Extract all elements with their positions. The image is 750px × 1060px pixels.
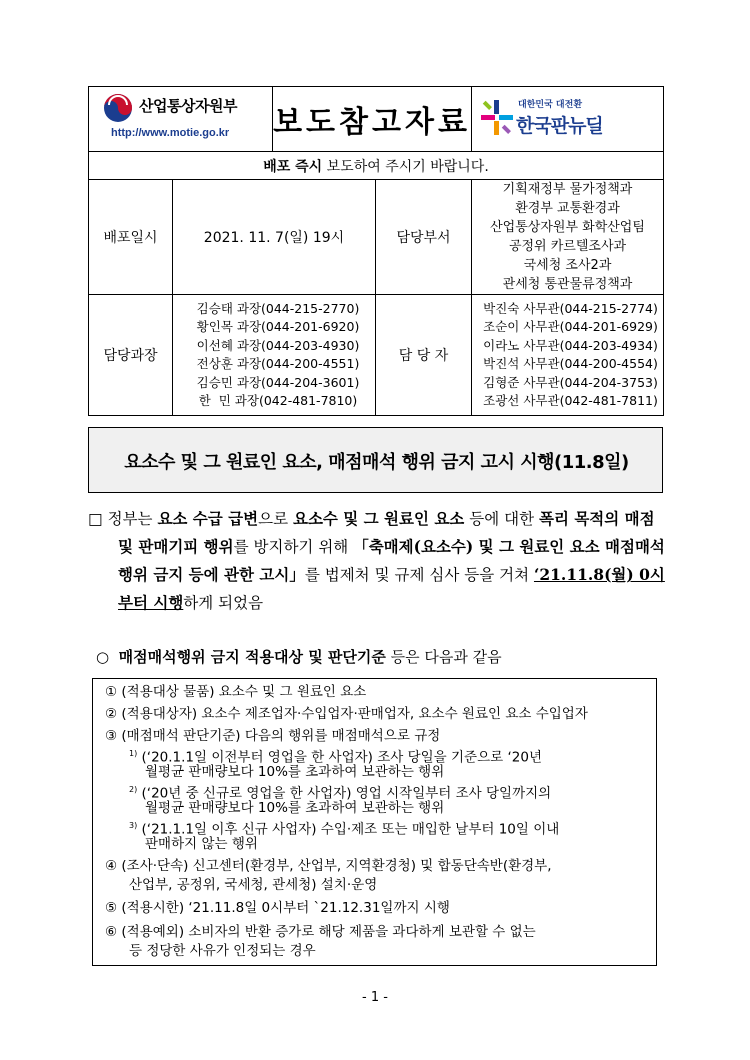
staff-item: 조광선 사무관(042-481-7811) — [483, 393, 658, 408]
manager-item: 이선혜 과장(044-203-4930) — [196, 337, 360, 353]
date-value: 2021. 11. 7(일) 19시 — [173, 180, 376, 295]
criteria-subitem-cont: 판매하지 않는 행위 — [145, 836, 258, 852]
criteria-item-cont: 등 정당한 사유가 인정되는 경우 — [129, 943, 316, 959]
dept-item: 관세청 통관물류정책과 — [502, 277, 633, 292]
criteria-box — [92, 678, 657, 966]
manager-item: 전상훈 과장(044-200-4551) — [196, 356, 360, 371]
para-bold: 폭리 목적의 매점 및 판매기피 행위 — [118, 509, 655, 556]
ministry-name: 산업통상자원부 — [139, 97, 237, 115]
headline-box — [88, 427, 663, 493]
staff-list — [472, 295, 664, 416]
managers-list — [173, 295, 376, 416]
subitem-number: 1) — [129, 749, 138, 758]
criteria-item: ① (적용대상 물품) 요소수 및 그 원료인 요소 — [105, 684, 367, 700]
subitem-number: 3) — [129, 821, 138, 830]
dept-item: 공정위 카르텔조사과 — [508, 239, 627, 254]
dept-list — [472, 180, 664, 295]
managers-label: 담당과장 — [89, 295, 173, 416]
ministry-url[interactable]: http://www.motie.go.kr — [111, 127, 230, 139]
release-note — [89, 152, 664, 180]
dept-item: 국세청 조사2과 — [523, 258, 612, 273]
criteria-item-cont: 산업부, 공정위, 국세청, 관세청) 설치·운영 — [129, 877, 378, 893]
para-bold: 요소 수급 급변 — [157, 509, 259, 528]
criteria-item: ③ (매점매석 판단기준) 다음의 행위를 매점매석으로 규정 — [105, 728, 441, 744]
para-bold-date: ‘21.11.8(월) 0시부터 시행 — [118, 565, 665, 612]
release-immediate: 배포 즉시 — [263, 158, 323, 175]
criteria-subitem-cont: 월평균 판매량보다 10%를 초과하여 보관하는 행위 — [145, 800, 445, 816]
square-bullet-icon: □ — [88, 510, 103, 528]
staff-item: 박진석 사무관(044-200-4554) — [483, 356, 658, 371]
brand-slogan: 대한민국 대전환 — [518, 100, 583, 110]
ministry-logo-cell — [89, 87, 273, 152]
dept-item: 산업통상자원부 화학산업팀 — [490, 220, 645, 235]
staff-item: 이라노 사무관(044-203-4934) — [483, 337, 658, 353]
subitem-text: (‘21.1.1일 이후 신규 사업자) 수입·제조 또는 매입한 날부터 10일 이내 — [141, 821, 560, 838]
subitem-text: (‘20.1.1일 이전부터 영업을 한 사업자) 조사 당일을 기준으로 ‘20년 — [141, 749, 542, 766]
taegeuk-logo-icon — [103, 93, 133, 123]
criteria-item: ⑤ (적용시한) ‘21.11.8일 0시부터 `21.12.31일까지 시행 — [105, 900, 450, 916]
date-label: 배포일시 — [89, 180, 173, 295]
para-text: 정부는 — [107, 510, 158, 528]
subitem-text: (‘20년 중 신규로 영업을 한 사업자) 영업 시작일부터 조사 당일까지의 — [141, 785, 552, 802]
staff-item: 조순이 사무관(044-201-6929) — [483, 319, 658, 334]
subitem-number: 2) — [129, 785, 138, 794]
para-text: 등에 대한 — [464, 510, 539, 528]
release-rest: 보도하여 주시기 바랍니다. — [322, 158, 489, 175]
criteria-item: ② (적용대상자) 요소수 제조업자·수입업자·판매업자, 요소수 원료인 요소 수입업자 — [105, 706, 588, 722]
headline: 요소수 및 그 원료인 요소, 매점매석 행위 금지 고시 시행(11.8일) — [124, 452, 629, 473]
dept-item: 기획재정부 물가정책과 — [502, 182, 633, 197]
doc-title: 보도참고자료 — [273, 87, 472, 152]
page-number: - 1 - — [362, 990, 388, 1005]
sub-heading — [96, 646, 502, 667]
manager-item: 김승민 과장(044-204-3601) — [196, 374, 360, 390]
dept-label: 담당부서 — [376, 180, 472, 295]
para-text: 를 법제처 및 규제 심사 등을 거쳐 — [304, 566, 534, 584]
criteria-item: ⑥ (적용예외) 소비자의 반환 증가로 해당 제품을 과다하게 보관할 수 없는 — [105, 924, 536, 940]
circle-bullet-icon: ○ — [96, 648, 110, 666]
newdeal-logo-cell — [472, 87, 664, 152]
manager-item: 김승태 과장(044-215-2770) — [196, 300, 360, 316]
main-paragraph — [88, 505, 668, 617]
staff-item: 김형준 사무관(044-204-3753) — [483, 374, 658, 390]
sub-rest: 등은 다음과 같음 — [385, 648, 502, 666]
para-text: 를 방지하기 위해 — [233, 538, 354, 556]
staff-item: 박진숙 사무관(044-215-2774) — [483, 300, 658, 316]
dept-item: 환경부 교통환경과 — [515, 201, 620, 216]
para-text: 하게 되었음 — [183, 594, 264, 612]
para-text: 으로 — [258, 510, 293, 528]
para-bold: 요소수 및 그 원료인 요소 — [292, 509, 465, 528]
newdeal-logo-icon — [480, 99, 514, 137]
criteria-subitem-cont: 월평균 판매량보다 10%를 초과하여 보관하는 행위 — [145, 764, 445, 780]
staff-label: 담 당 자 — [376, 295, 472, 416]
manager-item: 한 민 과장(042-481-7810) — [198, 393, 358, 408]
sub-bold: 매점매석행위 금지 적용대상 및 판단기준 — [118, 648, 386, 666]
header-table — [88, 86, 664, 416]
manager-item: 황인목 과장(044-201-6920) — [196, 319, 360, 334]
brand-name: 한국판뉴딜 — [516, 115, 603, 137]
para-bold: 「축매제(요소수) 및 그 원료인 요소 매점매석행위 금지 등에 관한 고시」 — [118, 537, 665, 584]
criteria-item: ④ (조사·단속) 신고센터(환경부, 산업부, 지역환경청) 및 합동단속반(환경부, — [105, 858, 552, 874]
